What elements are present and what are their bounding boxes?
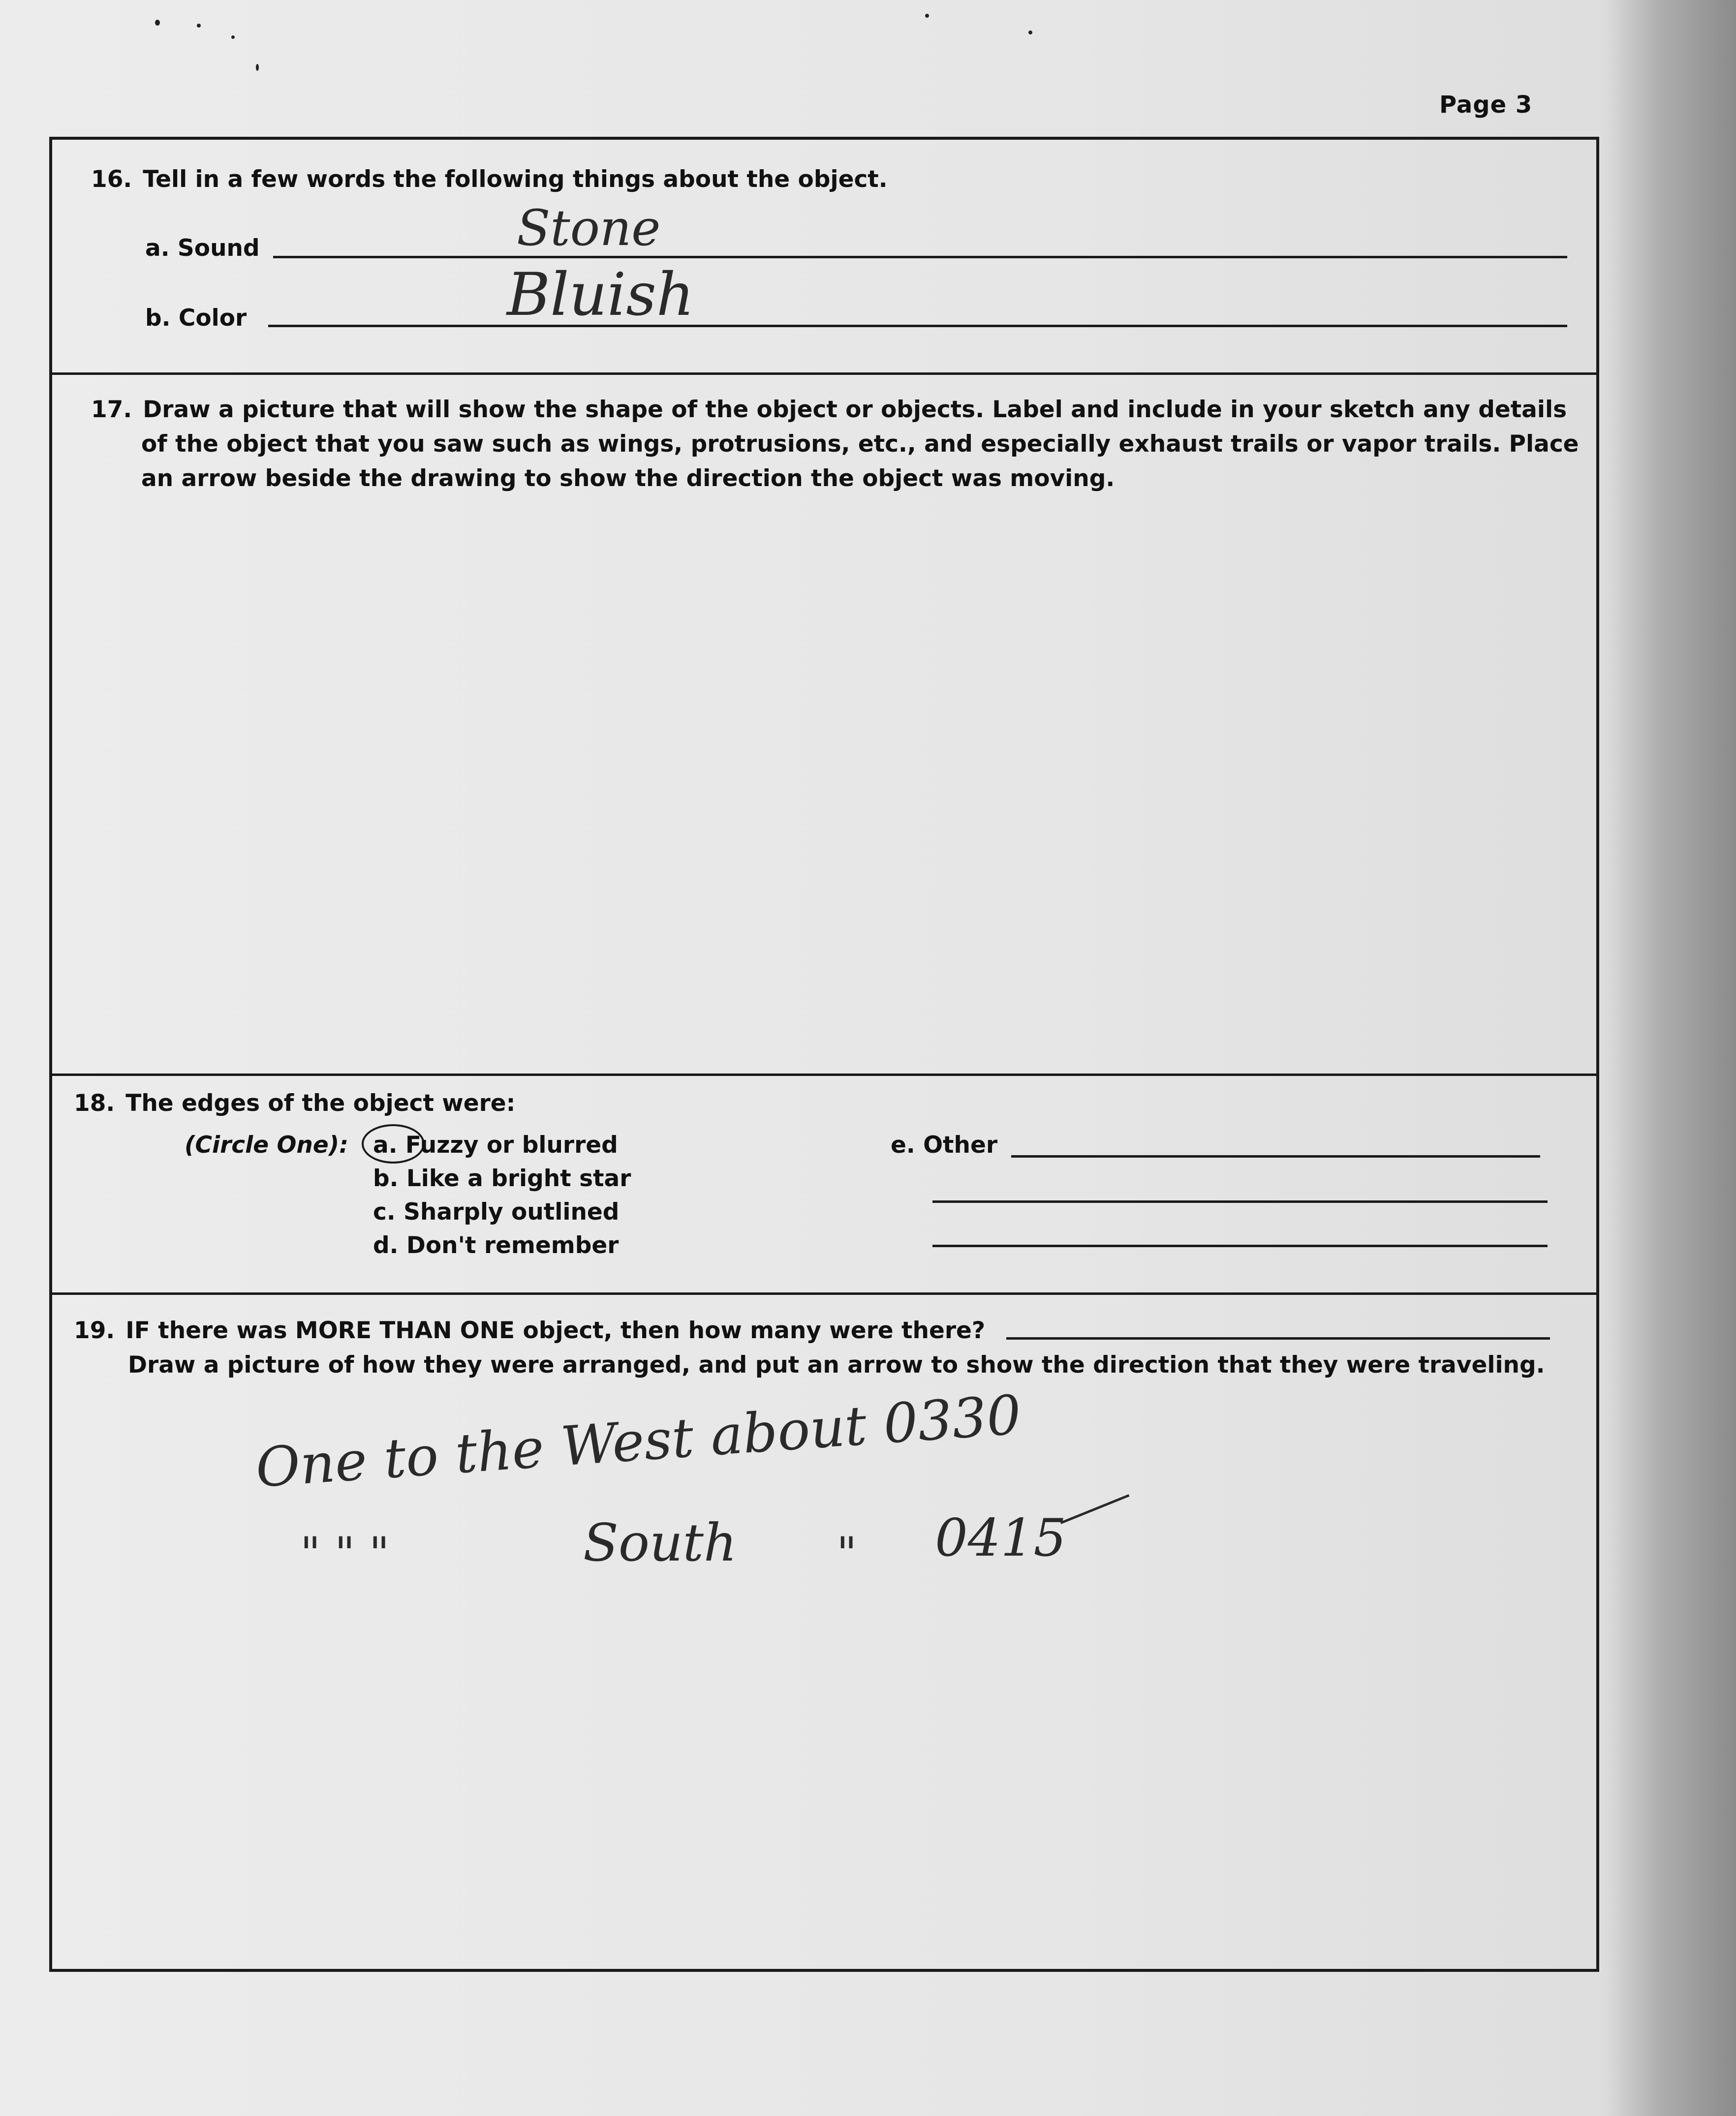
arrangement-answer-line1[interactable]: One to the West about 0330 [253,1383,1023,1500]
question-16-prompt [91,162,888,197]
edge-option-c[interactable]: c. Sharply outlined [373,1198,620,1226]
color-label: b. Color [145,305,247,332]
question-17-line3: an arrow beside the drawing to show the direction the object was moving. [141,465,1115,492]
scan-edge-shadow [1608,0,1736,2116]
scan-speck [925,14,929,18]
question-19-prompt [74,1314,985,1348]
question-19-line2: Draw a picture of how they were arranged, and put an arrow to show the direction that they were traveling. [128,1351,1545,1379]
section-divider [49,372,1599,375]
page-number: Page 3 [1439,91,1533,119]
color-answer-line [268,325,1567,327]
arrangement-answer-time-2[interactable]: 0415 [935,1508,1067,1568]
sound-label: a. Sound [145,235,260,262]
scan-speck [256,64,259,71]
edge-option-b[interactable]: b. Like a bright star [373,1165,631,1192]
question-17-prompt [91,393,1567,427]
question-16-text: Tell in a few words the following things about the object. [143,166,888,193]
sound-answer-handwritten[interactable]: Stone [517,199,661,257]
color-answer-handwritten[interactable]: Bluish [507,261,695,329]
scan-speck [155,20,160,26]
scan-speck [197,24,201,28]
scan-speck [1028,31,1032,34]
arrangement-ditto-mark-2: " [837,1528,857,1579]
question-17-number: 17. [91,396,132,423]
question-19-number: 19. [74,1317,115,1344]
edge-option-d[interactable]: d. Don't remember [373,1232,619,1259]
question-18-prompt [74,1086,515,1121]
question-18-number: 18. [74,1090,115,1117]
section-divider [49,1073,1599,1076]
section-divider [49,1292,1599,1295]
question-18-text: The edges of the object were: [125,1090,516,1117]
sound-answer-line [273,256,1567,258]
question-17-line2: of the object that you saw such as wings, protrusions, etc., and especially exhaust trails or vapor trails. Place [141,430,1579,458]
arrangement-answer-south[interactable]: South [583,1513,737,1573]
question-17-drawing-area[interactable] [54,502,1594,1068]
other-answer-line-3 [932,1245,1548,1247]
other-answer-line-1 [1011,1155,1540,1158]
question-17-line1: Draw a picture that will show the shape of the object or objects. Label and include in your sketch any details [143,396,1567,423]
arrangement-ditto-marks: " " " [300,1528,390,1579]
other-answer-line-2 [932,1200,1548,1203]
edge-option-e-other[interactable]: e. Other [891,1132,998,1159]
object-count-answer-line [1006,1337,1550,1340]
edge-option-a[interactable]: a. Fuzzy or blurred [373,1132,618,1159]
circle-one-label: (Circle One): [185,1132,349,1159]
question-19-line1: IF there was MORE THAN ONE object, then how many were there? [125,1317,986,1344]
scan-speck [231,35,235,39]
question-16-number: 16. [91,166,132,193]
